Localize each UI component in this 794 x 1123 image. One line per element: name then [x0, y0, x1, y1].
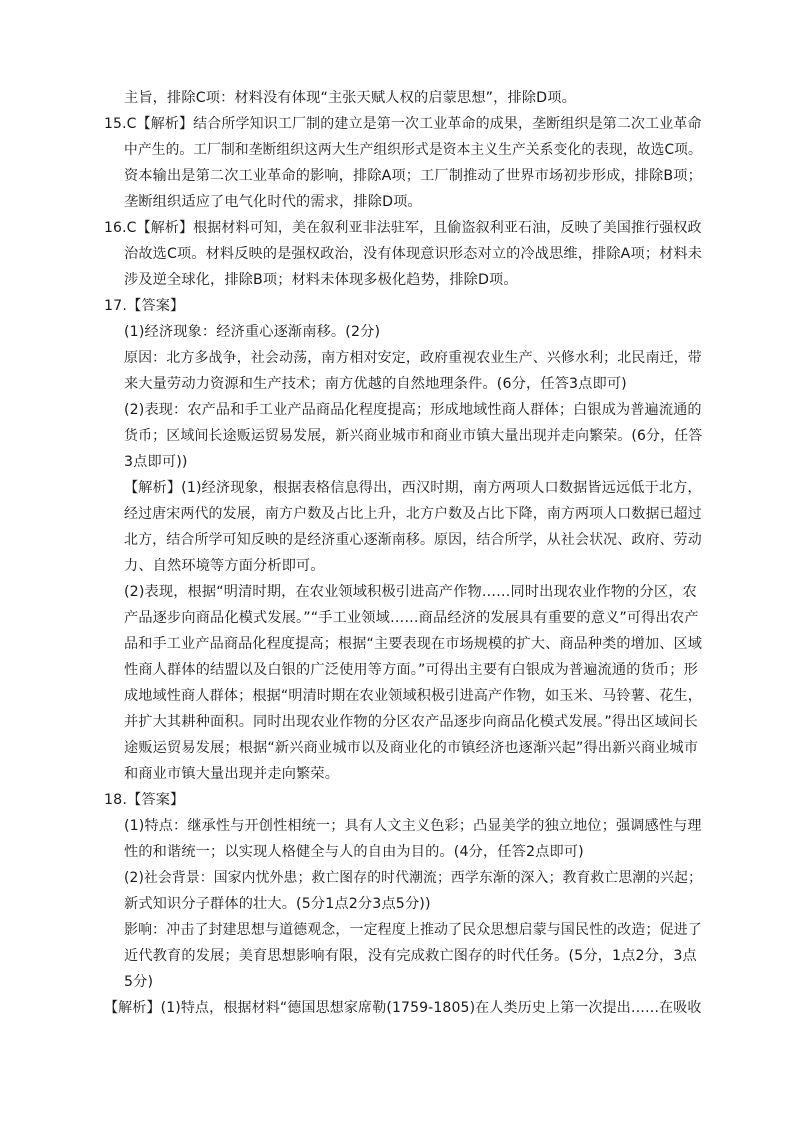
- text-line: 影响：冲击了封建思想与道德观念，一定程度上推动了民众思想启蒙与国民性的改造；促进了: [124, 922, 702, 938]
- text-line: 原因：北方多战争，社会动荡，南方相对安定，政府重视农业生产、兴修水利；北民南迁，带: [124, 350, 702, 366]
- text-line: 来大量劳动力资源和生产技术；南方优越的自然地理条件。(6分，任答3点即可): [124, 376, 627, 392]
- text-line: 资本输出是第二次工业革命的影响，排除A项；工厂制推动了世界市场初步形成，排除B项；: [124, 168, 702, 184]
- text-line: 新式知识分子群体的壮大。(5分1点2分3点5分)): [124, 896, 431, 912]
- analysis-line: 【解析】(1)特点，根据材料“德国思想家席勒(1759-1805)在人类历史上第一次提出……在吸收: [104, 1000, 702, 1016]
- text-line: (2)表现，根据“明清时期，在农业领域积极引进高产作物……同时出现农业作物的分区，农: [124, 584, 697, 600]
- text-line: 近代教育的发展；美育思想影响有限，没有完成救亡图存的时代任务。(5分，1点2分，3点: [124, 948, 697, 964]
- text-line: 治故选C项。材料反映的是强权政治，没有体现意识形态对立的冷战思维，排除A项；材料未: [124, 246, 703, 262]
- text-line: (2)社会背景：国家内忧外患；救亡图存的时代潮流；西学东渐的深入；教育救亡思潮的兴起；: [124, 870, 703, 886]
- text-line: 和商业市镇大量出现并走向繁荣。: [124, 766, 340, 782]
- text-line: 中产生的。工厂制和垄断组织这两大生产组织形式是资本主义生产关系变化的表现，故选C项。: [124, 142, 702, 158]
- analysis-line: 【解析】(1)经济现象，根据表格信息得出，西汉时期，南方两项人口数据皆远远低于北方，: [124, 480, 702, 496]
- question-18-heading: 18.【答案】: [104, 792, 185, 808]
- text-line: 产品逐步向商品化模式发展。”“手工业领域……商品经济的发展具有重要的意义”可得出农产: [124, 610, 699, 626]
- text-line: 5分): [124, 974, 154, 990]
- text-line: 3点即可)): [124, 454, 188, 470]
- text-line: 经过唐宋两代的发展，南方户数及占比上升，北方户数及占比下降，南方两项人口数据已超过: [124, 506, 702, 522]
- text-line: 货币；区域间长途贩运贸易发展，新兴商业城市和商业市镇大量出现并走向繁荣。(6分，任答: [124, 428, 703, 444]
- text-line: 途贩运贸易发展；根据“新兴商业城市以及商业化的市镇经济也逐渐兴起”得出新兴商业城市: [124, 740, 699, 756]
- text-line: (1)经济现象：经济重心逐渐南移。(2分): [124, 324, 381, 340]
- text-line: 并扩大其耕种面积。同时出现农业作物的分区农产品逐步向商品化模式发展。”得出区域间长: [124, 714, 698, 730]
- text-line: 力、自然环境等方面分析即可。: [124, 558, 325, 574]
- text-line: 品和手工业产品商品化程度提高；根据“主要表现在市场规模的扩大、商品种类的增加、区域: [124, 636, 703, 652]
- text-line: 北方，结合所学可知反映的是经济重心逐渐南移。原因，结合所学，从社会状况、政府、劳动: [124, 532, 702, 548]
- question-17-heading: 17.【答案】: [104, 298, 185, 314]
- text-line: 主旨，排除C项：材料没有体现“主张天赋人权的启蒙思想”，排除D项。: [124, 90, 576, 106]
- text-line: 性的和谐统一；以实现人格健全与人的自由为目的。(4分，任答2点即可): [124, 844, 584, 860]
- text-line: 成地域性商人群体；根据“明清时期在农业领域积极引进高产作物，如玉米、马铃薯、花生，: [124, 688, 703, 704]
- text-line: 涉及逆全球化，排除B项；材料未体现多极化趋势，排除D项。: [124, 272, 518, 288]
- question-16-line: 16.C【解析】根据材料可知，美在叙利亚非法驻军，且偷盗叙利亚石油，反映了美国推行强权政: [104, 220, 702, 236]
- text-line: (2)表现：农产品和手工业产品商品化程度提高；形成地域性商人群体；白银成为普遍流通的: [124, 402, 702, 418]
- question-15-line: 15.C【解析】结合所学知识工厂制的建立是第一次工业革命的成果，垄断组织是第二次工业革命: [104, 116, 702, 132]
- text-line: 垄断组织适应了电气化时代的需求，排除D项。: [124, 194, 422, 210]
- text-line: 性商人群体的结盟以及白银的广泛使用等方面。”可得出主要有白银成为普遍流通的货币；形: [124, 662, 698, 678]
- text-line: (1)特点：继承性与开创性相统一；具有人文主义色彩；凸显美学的独立地位；强调感性与理: [124, 818, 702, 834]
